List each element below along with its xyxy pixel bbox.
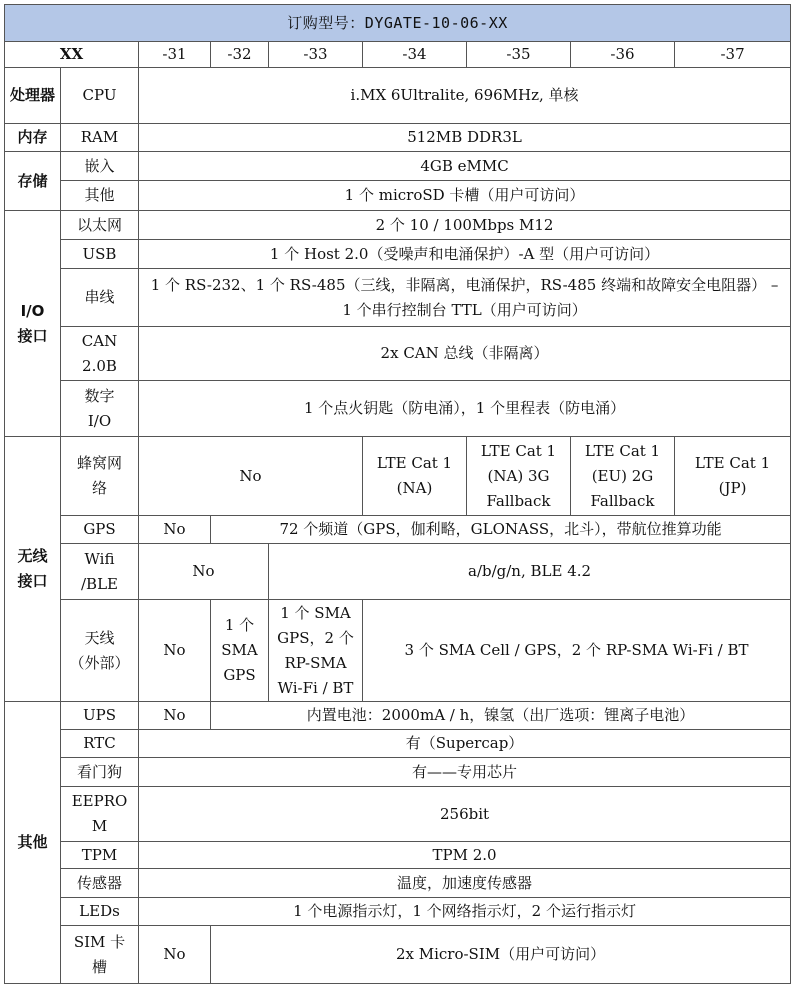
header-variant-32: -32 [211,42,269,68]
gps-value: 72 个频道（GPS，伽利略，GLONASS，北斗），带航位推算功能 [211,516,791,544]
rtc-value: 有（Supercap） [139,730,791,758]
antenna-value: 3 个 SMA Cell / GPS，2 个 RP-SMA Wi-Fi / BT [363,600,791,702]
cellular-variant-35: LTE Cat 1 (NA) 3G Fallback [467,437,571,516]
usb-value: 1 个 Host 2.0（受噪声和电涌保护）-A 型（用户可访问） [139,240,791,269]
category-processor: 处理器 [5,68,61,124]
category-io: I/O 接口 [5,211,61,437]
embedded-storage-value: 4GB eMMC [139,152,791,181]
row-label-sim-slot: SIM 卡 槽 [61,926,139,984]
digital-io-value: 1 个点火钥匙（防电涌），1 个里程表（防电涌） [139,381,791,437]
row-label-other-storage: 其他 [61,181,139,211]
ups-value: 内置电池：2000mA / h，镍氢（出厂选项：锂离子电池） [211,702,791,730]
eeprom-value: 256bit [139,787,791,842]
cpu-value: i.MX 6Ultralite, 696MHz, 单核 [139,68,791,124]
wifi-no: No [139,544,269,600]
row-label-rtc: RTC [61,730,139,758]
sim-value: 2x Micro-SIM（用户可访问） [211,926,791,984]
tpm-value: TPM 2.0 [139,842,791,869]
category-wireless: 无线 接口 [5,437,61,702]
serial-value: 1 个 RS-232、1 个 RS-485（三线，非隔离，电涌保护，RS-485 终端和故障安全电阻器） – 1 个串行控制台 TTL（用户可访问） [139,269,791,327]
row-label-ups: UPS [61,702,139,730]
row-label-cpu: CPU [61,68,139,124]
gps-no: No [139,516,211,544]
category-others: 其他 [5,702,61,984]
row-label-ethernet: 以太网 [61,211,139,240]
row-label-sensors: 传感器 [61,869,139,898]
sim-no: No [139,926,211,984]
leds-value: 1 个电源指示灯，1 个网络指示灯，2 个运行指示灯 [139,898,791,926]
row-label-eeprom: EEPRO M [61,787,139,842]
cellular-variant-34: LTE Cat 1 (NA) [363,437,467,516]
row-label-tpm: TPM [61,842,139,869]
row-label-embedded: 嵌入 [61,152,139,181]
header-variant-37: -37 [675,42,791,68]
row-label-usb: USB [61,240,139,269]
row-label-wifi-ble: Wifi /BLE [61,544,139,600]
row-label-serial: 串线 [61,269,139,327]
ups-no: No [139,702,211,730]
antenna-no: No [139,600,211,702]
ram-value: 512MB DDR3L [139,124,791,152]
cellular-variant-36: LTE Cat 1 (EU) 2G Fallback [571,437,675,516]
sensors-value: 温度，加速度传感器 [139,869,791,898]
row-label-digital-io: 数字 I/O [61,381,139,437]
row-label-can: CAN 2.0B [61,327,139,381]
row-label-antenna: 天线 （外部） [61,600,139,702]
cellular-variant-37: LTE Cat 1 (JP) [675,437,791,516]
header-variant-36: -36 [571,42,675,68]
row-label-leds: LEDs [61,898,139,926]
ethernet-value: 2 个 10 / 100Mbps M12 [139,211,791,240]
header-variant-31: -31 [139,42,211,68]
watchdog-value: 有——专用芯片 [139,758,791,787]
antenna-variant-33: 1 个 SMA GPS，2 个 RP-SMA Wi-Fi / BT [269,600,363,702]
category-storage: 存储 [5,152,61,211]
wifi-ble-value: a/b/g/n, BLE 4.2 [269,544,791,600]
can-value: 2x CAN 总线（非隔离） [139,327,791,381]
row-label-ram: RAM [61,124,139,152]
row-label-watchdog: 看门狗 [61,758,139,787]
row-label-cellular: 蜂窝网 络 [61,437,139,516]
cellular-no: No [139,437,363,516]
category-memory: 内存 [5,124,61,152]
header-variant-33: -33 [269,42,363,68]
row-label-gps: GPS [61,516,139,544]
header-variant-35: -35 [467,42,571,68]
table-title: 订购型号：DYGATE-10-06-XX [5,5,791,42]
header-xx: XX [5,42,139,68]
antenna-variant-32: 1 个 SMA GPS [211,600,269,702]
other-storage-value: 1 个 microSD 卡槽（用户可访问） [139,181,791,211]
header-variant-34: -34 [363,42,467,68]
spec-table [4,4,791,984]
